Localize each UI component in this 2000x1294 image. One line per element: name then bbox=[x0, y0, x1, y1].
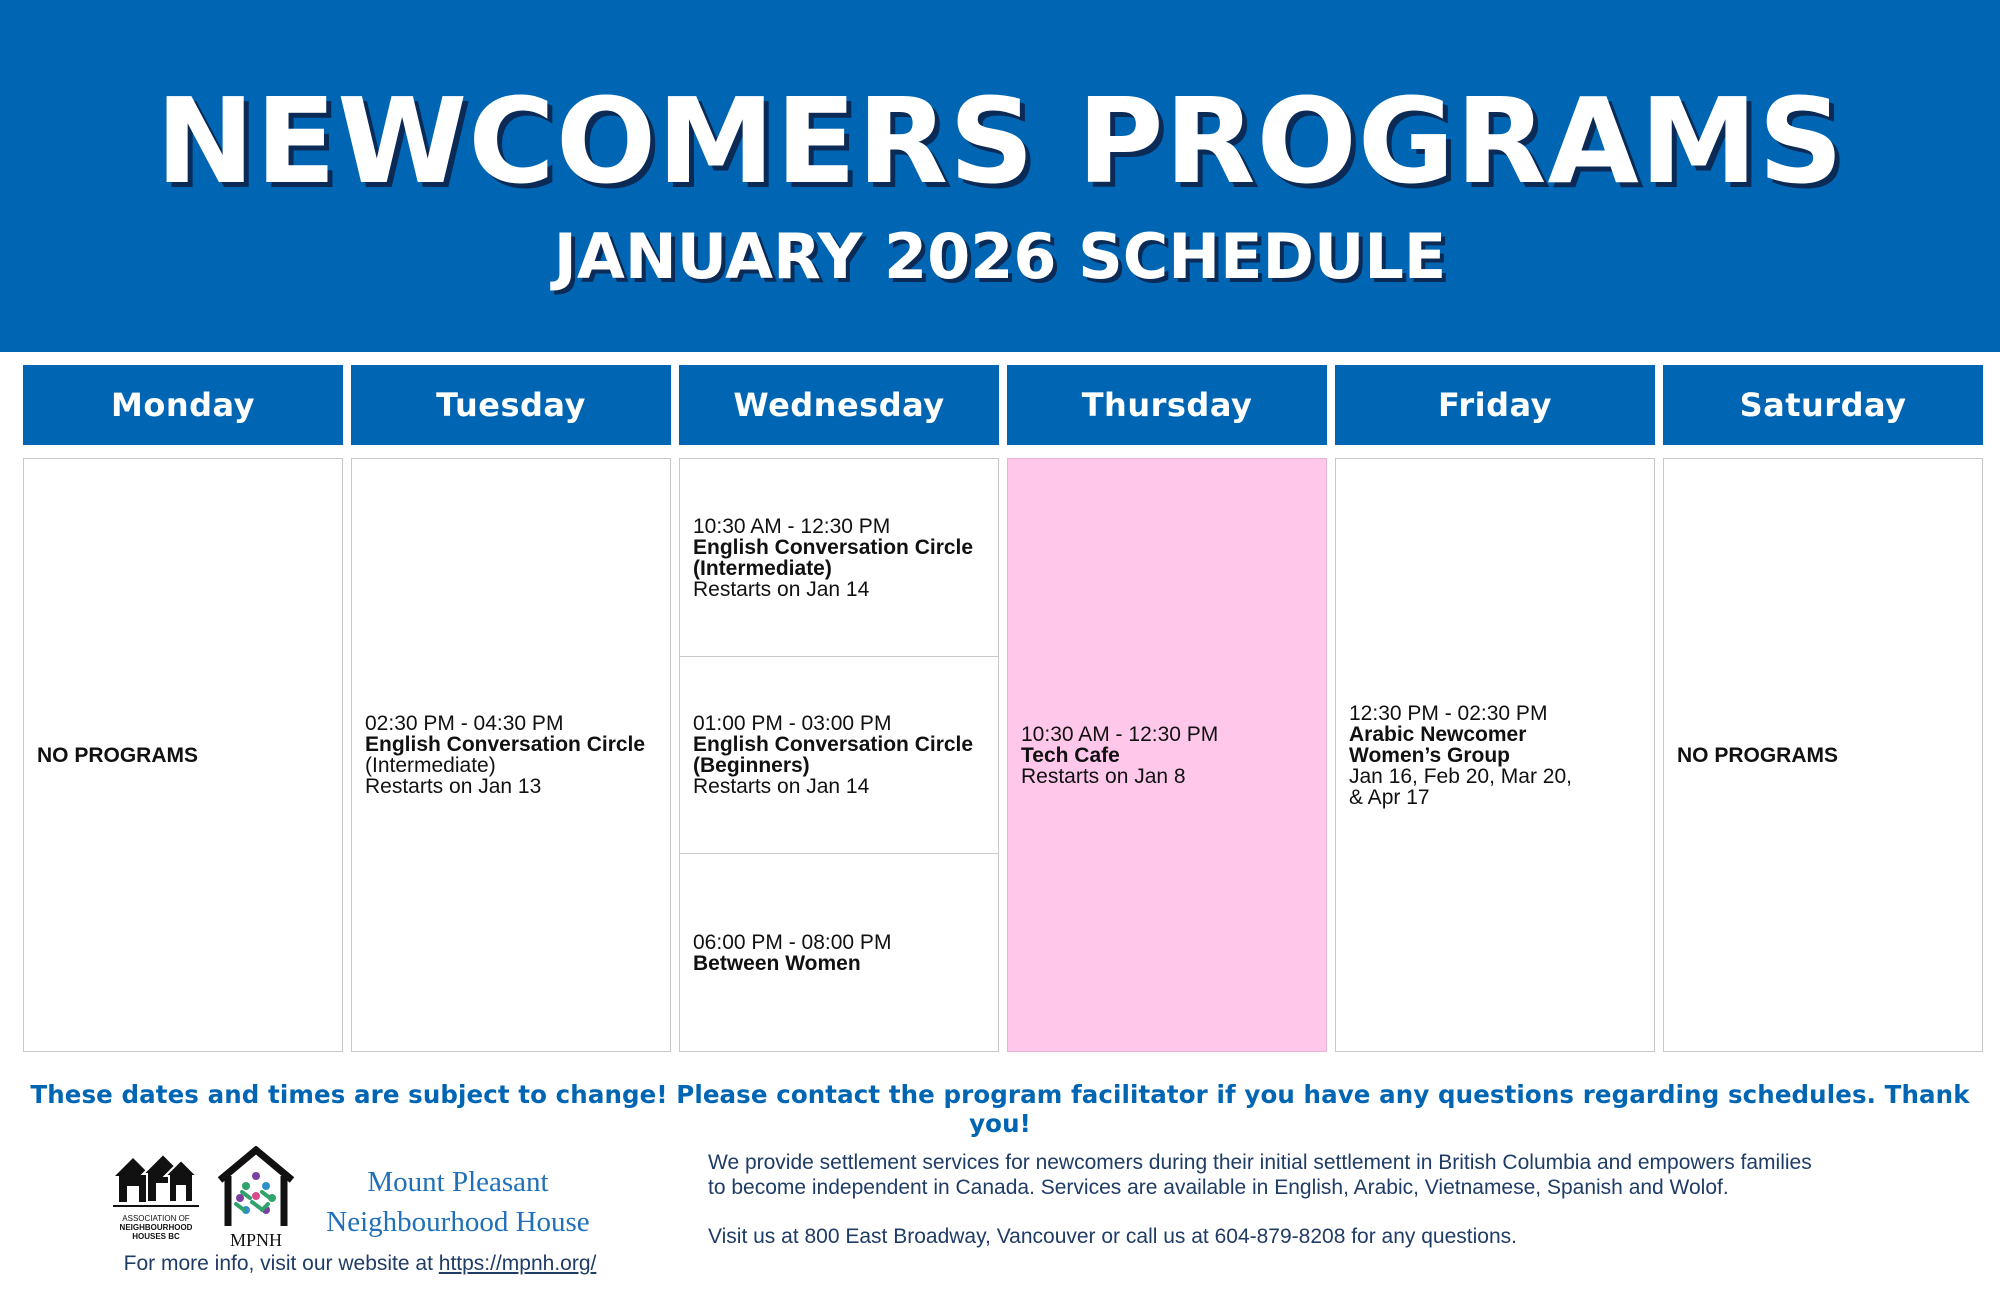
program-time: 10:30 AM - 12:30 PM bbox=[693, 514, 891, 538]
day-header-friday: Friday bbox=[1335, 365, 1655, 445]
program-level: (Intermediate) bbox=[365, 754, 496, 777]
mpnh-house-icon bbox=[216, 1146, 296, 1228]
program-time: 12:30 PM - 02:30 PM bbox=[1349, 701, 1548, 725]
program-time: 02:30 PM - 04:30 PM bbox=[365, 712, 564, 735]
mpnh-logo-text: MPNH bbox=[229, 1230, 282, 1250]
anh-logo bbox=[113, 1152, 199, 1241]
program-note: Restarts on Jan 13 bbox=[365, 775, 542, 798]
program-cell bbox=[1008, 459, 1326, 1051]
about-text bbox=[708, 1150, 1968, 1249]
program-name: Arabic Newcomer bbox=[1349, 722, 1527, 746]
program-cell bbox=[680, 656, 998, 853]
program-cell bbox=[1664, 459, 1982, 1051]
organization-name: Mount Pleasant Neighbourhood House bbox=[326, 1166, 590, 1238]
anh-logo-text: ASSOCIATION OF NEIGHBOURHOOD HOUSES BC bbox=[119, 1214, 193, 1241]
program-name: English Conversation Circle bbox=[693, 733, 974, 756]
program-name: English Conversation Circle bbox=[693, 535, 974, 559]
day-header-wednesday: Wednesday bbox=[679, 365, 999, 445]
day-header-thursday: Thursday bbox=[1007, 365, 1327, 445]
program-time: 10:30 AM - 12:30 PM bbox=[1021, 722, 1219, 746]
program-name: Between Women bbox=[693, 951, 861, 975]
day-column-wednesday bbox=[679, 458, 999, 1052]
program-note: Restarts on Jan 14 bbox=[693, 775, 870, 798]
day-header-tuesday: Tuesday bbox=[351, 365, 671, 445]
day-column-saturday bbox=[1663, 458, 1983, 1052]
about-line: We provide settlement services for newcomers during their initial settlement in British Columbia and empowers families bbox=[708, 1151, 1812, 1174]
about-line: to become independent in Canada. Services are available in English, Arabic, Vietnamese, Spanish and Wolof. bbox=[708, 1176, 1729, 1199]
program-name: Tech Cafe bbox=[1021, 743, 1120, 767]
page-title: NEWCOMERS PROGRAMS bbox=[155, 72, 1845, 210]
mpnh-logo bbox=[216, 1146, 296, 1251]
no-programs-label: NO PROGRAMS bbox=[1677, 743, 1839, 767]
houses-icon bbox=[113, 1152, 199, 1208]
program-name: English Conversation Circle bbox=[365, 733, 646, 756]
day-column-monday bbox=[23, 458, 343, 1052]
header-banner bbox=[0, 0, 2000, 352]
day-column-thursday bbox=[1007, 458, 1327, 1052]
visit-info: Visit us at 800 East Broadway, Vancouver or call us at 604-879-8208 for any questions. bbox=[708, 1225, 1517, 1248]
website-link[interactable]: https://mpnh.org/ bbox=[438, 1252, 597, 1275]
schedule-change-notice: These dates and times are subject to change! Please contact the program facilitator if you have any questions regarding schedules. Thank you! bbox=[30, 1080, 1970, 1138]
program-cell bbox=[1336, 459, 1654, 1051]
program-level: (Intermediate) bbox=[693, 556, 832, 580]
program-dates: Jan 16, Feb 20, Mar 20, bbox=[1349, 764, 1572, 788]
program-cell bbox=[24, 459, 342, 1051]
program-name-cont: Women’s Group bbox=[1349, 743, 1511, 767]
no-programs-label: NO PROGRAMS bbox=[37, 743, 199, 767]
program-dates-cont: & Apr 17 bbox=[1349, 785, 1430, 809]
program-level: (Beginners) bbox=[693, 754, 810, 777]
more-info-line: For more info, visit our website at https://mpnh.org/ bbox=[123, 1252, 597, 1275]
program-note: Restarts on Jan 8 bbox=[1021, 764, 1186, 788]
program-cell bbox=[352, 459, 670, 1051]
day-header-saturday: Saturday bbox=[1663, 365, 1983, 445]
program-cell bbox=[680, 459, 998, 656]
day-column-friday bbox=[1335, 458, 1655, 1052]
program-time: 01:00 PM - 03:00 PM bbox=[693, 712, 892, 735]
program-cell bbox=[680, 853, 998, 1051]
program-note: Restarts on Jan 14 bbox=[693, 577, 870, 601]
page-subtitle: JANUARY 2026 SCHEDULE bbox=[553, 220, 1447, 293]
day-column-tuesday bbox=[351, 458, 671, 1052]
day-header-monday: Monday bbox=[23, 365, 343, 445]
program-time: 06:00 PM - 08:00 PM bbox=[693, 930, 892, 954]
